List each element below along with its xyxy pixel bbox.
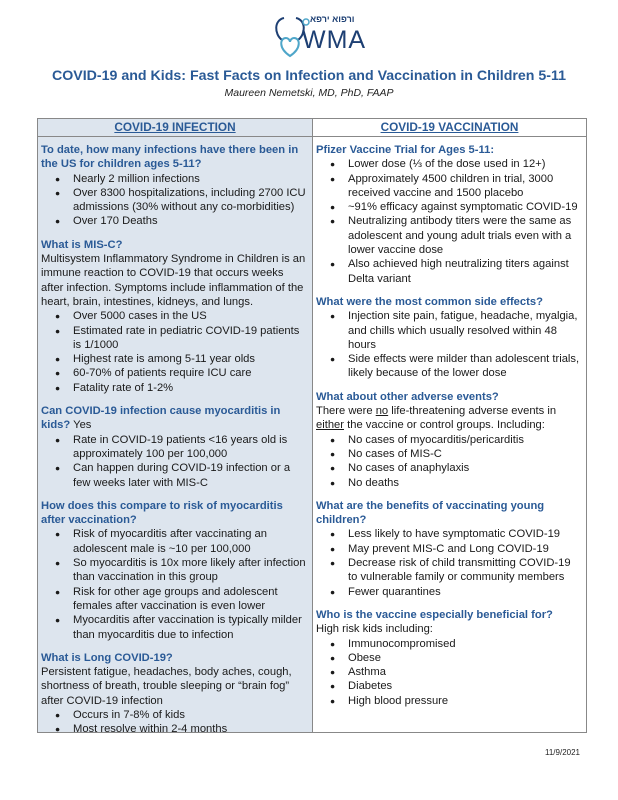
list-item: ● Can happen during COVID-19 infection or a few weeks later with MIS-C <box>41 461 306 490</box>
facts-table <box>37 118 587 736</box>
underlined-text: no <box>375 405 389 418</box>
vaccination-column <box>313 119 586 732</box>
list-item: ● Over 8300 hospitalizations, including 2700 ICU admissions (30% without any co-morbidities) <box>41 186 306 215</box>
paragraph: Multisystem Inflammatory Syndrome in Children is an immune reaction to COVID-19 that occurs weeks after infection. Symptoms include inflammation of the heart, brain, intestines, kidneys, and lungs. <box>41 253 306 308</box>
logo-wordmark: WMA <box>302 26 367 54</box>
text-run: There were <box>316 405 376 418</box>
list-item: ● Also achieved high neutralizing titers against Delta variant <box>316 257 580 286</box>
question-beneficial-for: Who is the vaccine especially beneficial for? <box>316 608 553 621</box>
list-item: ● Fatality rate of 1-2% <box>41 381 306 395</box>
list-item: ● Over 170 Deaths <box>41 214 306 228</box>
answer-text: Yes <box>70 419 92 432</box>
list-item: ● No cases of anaphylaxis <box>316 461 580 475</box>
bullet-list <box>41 527 306 641</box>
list-item: ● Decrease risk of child transmitting COVID-19 to vulnerable family or community members <box>316 556 580 585</box>
list-item: ● Neutralizing antibody titers were the same as adolescent and young adult trials even with a lower vaccine dose <box>316 214 580 257</box>
logo-hebrew-text: ורפוא ירפא <box>310 14 355 24</box>
bullet-list <box>41 433 306 490</box>
list-item: ● Immunocompromised <box>316 637 580 651</box>
question-pfizer-trial: Pfizer Vaccine Trial for Ages 5-11: <box>316 144 495 156</box>
question-adverse-events: What about other adverse events? <box>316 390 499 403</box>
list-item: ● Diabetes <box>316 679 580 693</box>
author: Maureen Nemetski, MD, PhD, FAAP <box>224 87 394 99</box>
text-run: life-threatening adverse events in <box>388 405 557 418</box>
list-item: ● Asthma <box>316 665 580 679</box>
paragraph: Persistent fatigue, headaches, body aches, cough, shortness of breath, trouble sleeping or “brain fog” after COVID-19 infection <box>41 666 292 707</box>
list-item: ● No cases of myocarditis/pericarditis <box>316 433 580 447</box>
list-item: ● May prevent MIS-C and Long COVID-19 <box>316 542 580 556</box>
jowma-logo <box>270 12 380 62</box>
list-item: ● Obese <box>316 651 580 665</box>
list-item: ● No deaths <box>316 476 580 490</box>
list-item: ● Approximately 4500 children in trial, 3000 received vaccine and 1500 placebo <box>316 172 580 201</box>
paragraph: High risk kids including: <box>316 623 433 636</box>
underlined-text: either <box>316 419 344 432</box>
list-item: ● Lower dose (⅓ of the dose used in 12+) <box>316 157 580 171</box>
bullet-list <box>316 433 580 490</box>
list-item: ● Fewer quarantines <box>316 585 580 599</box>
question-infection-count: To date, how many infections have there been in the US for children ages 5-11? <box>41 144 299 171</box>
question-compare-risk: How does this compare to risk of myocarditis after vaccination? <box>41 499 283 527</box>
bullet-list <box>316 637 580 708</box>
bullet-list <box>316 309 580 380</box>
list-item: ● Myocarditis after vaccination is typically milder than myocarditis due to infection <box>41 613 306 642</box>
list-item: ● Highest rate is among 5-11 year olds <box>41 352 306 366</box>
list-item: ● Injection site pain, fatigue, headache, myalgia, and chills which usually resolved within 48 hours <box>316 309 580 352</box>
list-item: ● High blood pressure <box>316 694 580 708</box>
list-item: ● Nearly 2 million infections <box>41 172 306 186</box>
paragraph <box>316 404 580 433</box>
list-item: ● So myocarditis is 10x more likely after infection than vaccination in this group <box>41 556 306 585</box>
list-item: ● Occurs in 7-8% of kids <box>41 708 306 722</box>
bullet-list <box>41 708 306 737</box>
question-myocarditis <box>41 404 306 433</box>
list-item: ● Most resolve within 2-4 months <box>41 722 306 736</box>
list-item: ● Risk for other age groups and adolescent females after vaccination is even lower <box>41 585 306 614</box>
list-item: ● No cases of MIS-C <box>316 447 580 461</box>
list-item: ● Less likely to have symptomatic COVID-19 <box>316 527 580 541</box>
list-item: ● ~91% efficacy against symptomatic COVID-19 <box>316 200 580 214</box>
list-item: ● Risk of myocarditis after vaccinating an adolescent male is ~10 per 100,000 <box>41 527 306 556</box>
question-long-covid: What is Long COVID-19? <box>41 651 173 664</box>
list-item: ● Estimated rate in pediatric COVID-19 patients is 1/1000 <box>41 324 306 353</box>
list-item: ● 60-70% of patients require ICU care <box>41 366 306 380</box>
infection-column <box>38 119 313 736</box>
vaccination-header: COVID-19 VACCINATION <box>313 119 586 137</box>
question-mis-c: What is MIS-C? <box>41 238 123 251</box>
bullet-list <box>316 157 580 286</box>
infection-header: COVID-19 INFECTION <box>38 119 312 137</box>
text-run: the vaccine or control groups. Including: <box>344 419 545 432</box>
question-text: Can COVID-19 infection cause myocarditis in kids? <box>41 405 281 432</box>
bullet-list <box>41 172 306 229</box>
list-item: ● Side effects were milder than adolescent trials, likely because of the lower dose <box>316 352 580 381</box>
bullet-list <box>41 309 306 395</box>
document-date: 11/9/2021 <box>545 748 580 757</box>
question-side-effects: What were the most common side effects? <box>316 295 543 308</box>
page-title: COVID-19 and Kids: Fast Facts on Infection and Vaccination in Children 5-11 <box>52 68 566 84</box>
bullet-list <box>316 527 580 598</box>
question-benefits: What are the benefits of vaccinating young children? <box>316 499 545 527</box>
list-item: ● Over 5000 cases in the US <box>41 309 306 323</box>
list-item: ● Rate in COVID-19 patients <16 years old is approximately 100 per 100,000 <box>41 433 306 462</box>
